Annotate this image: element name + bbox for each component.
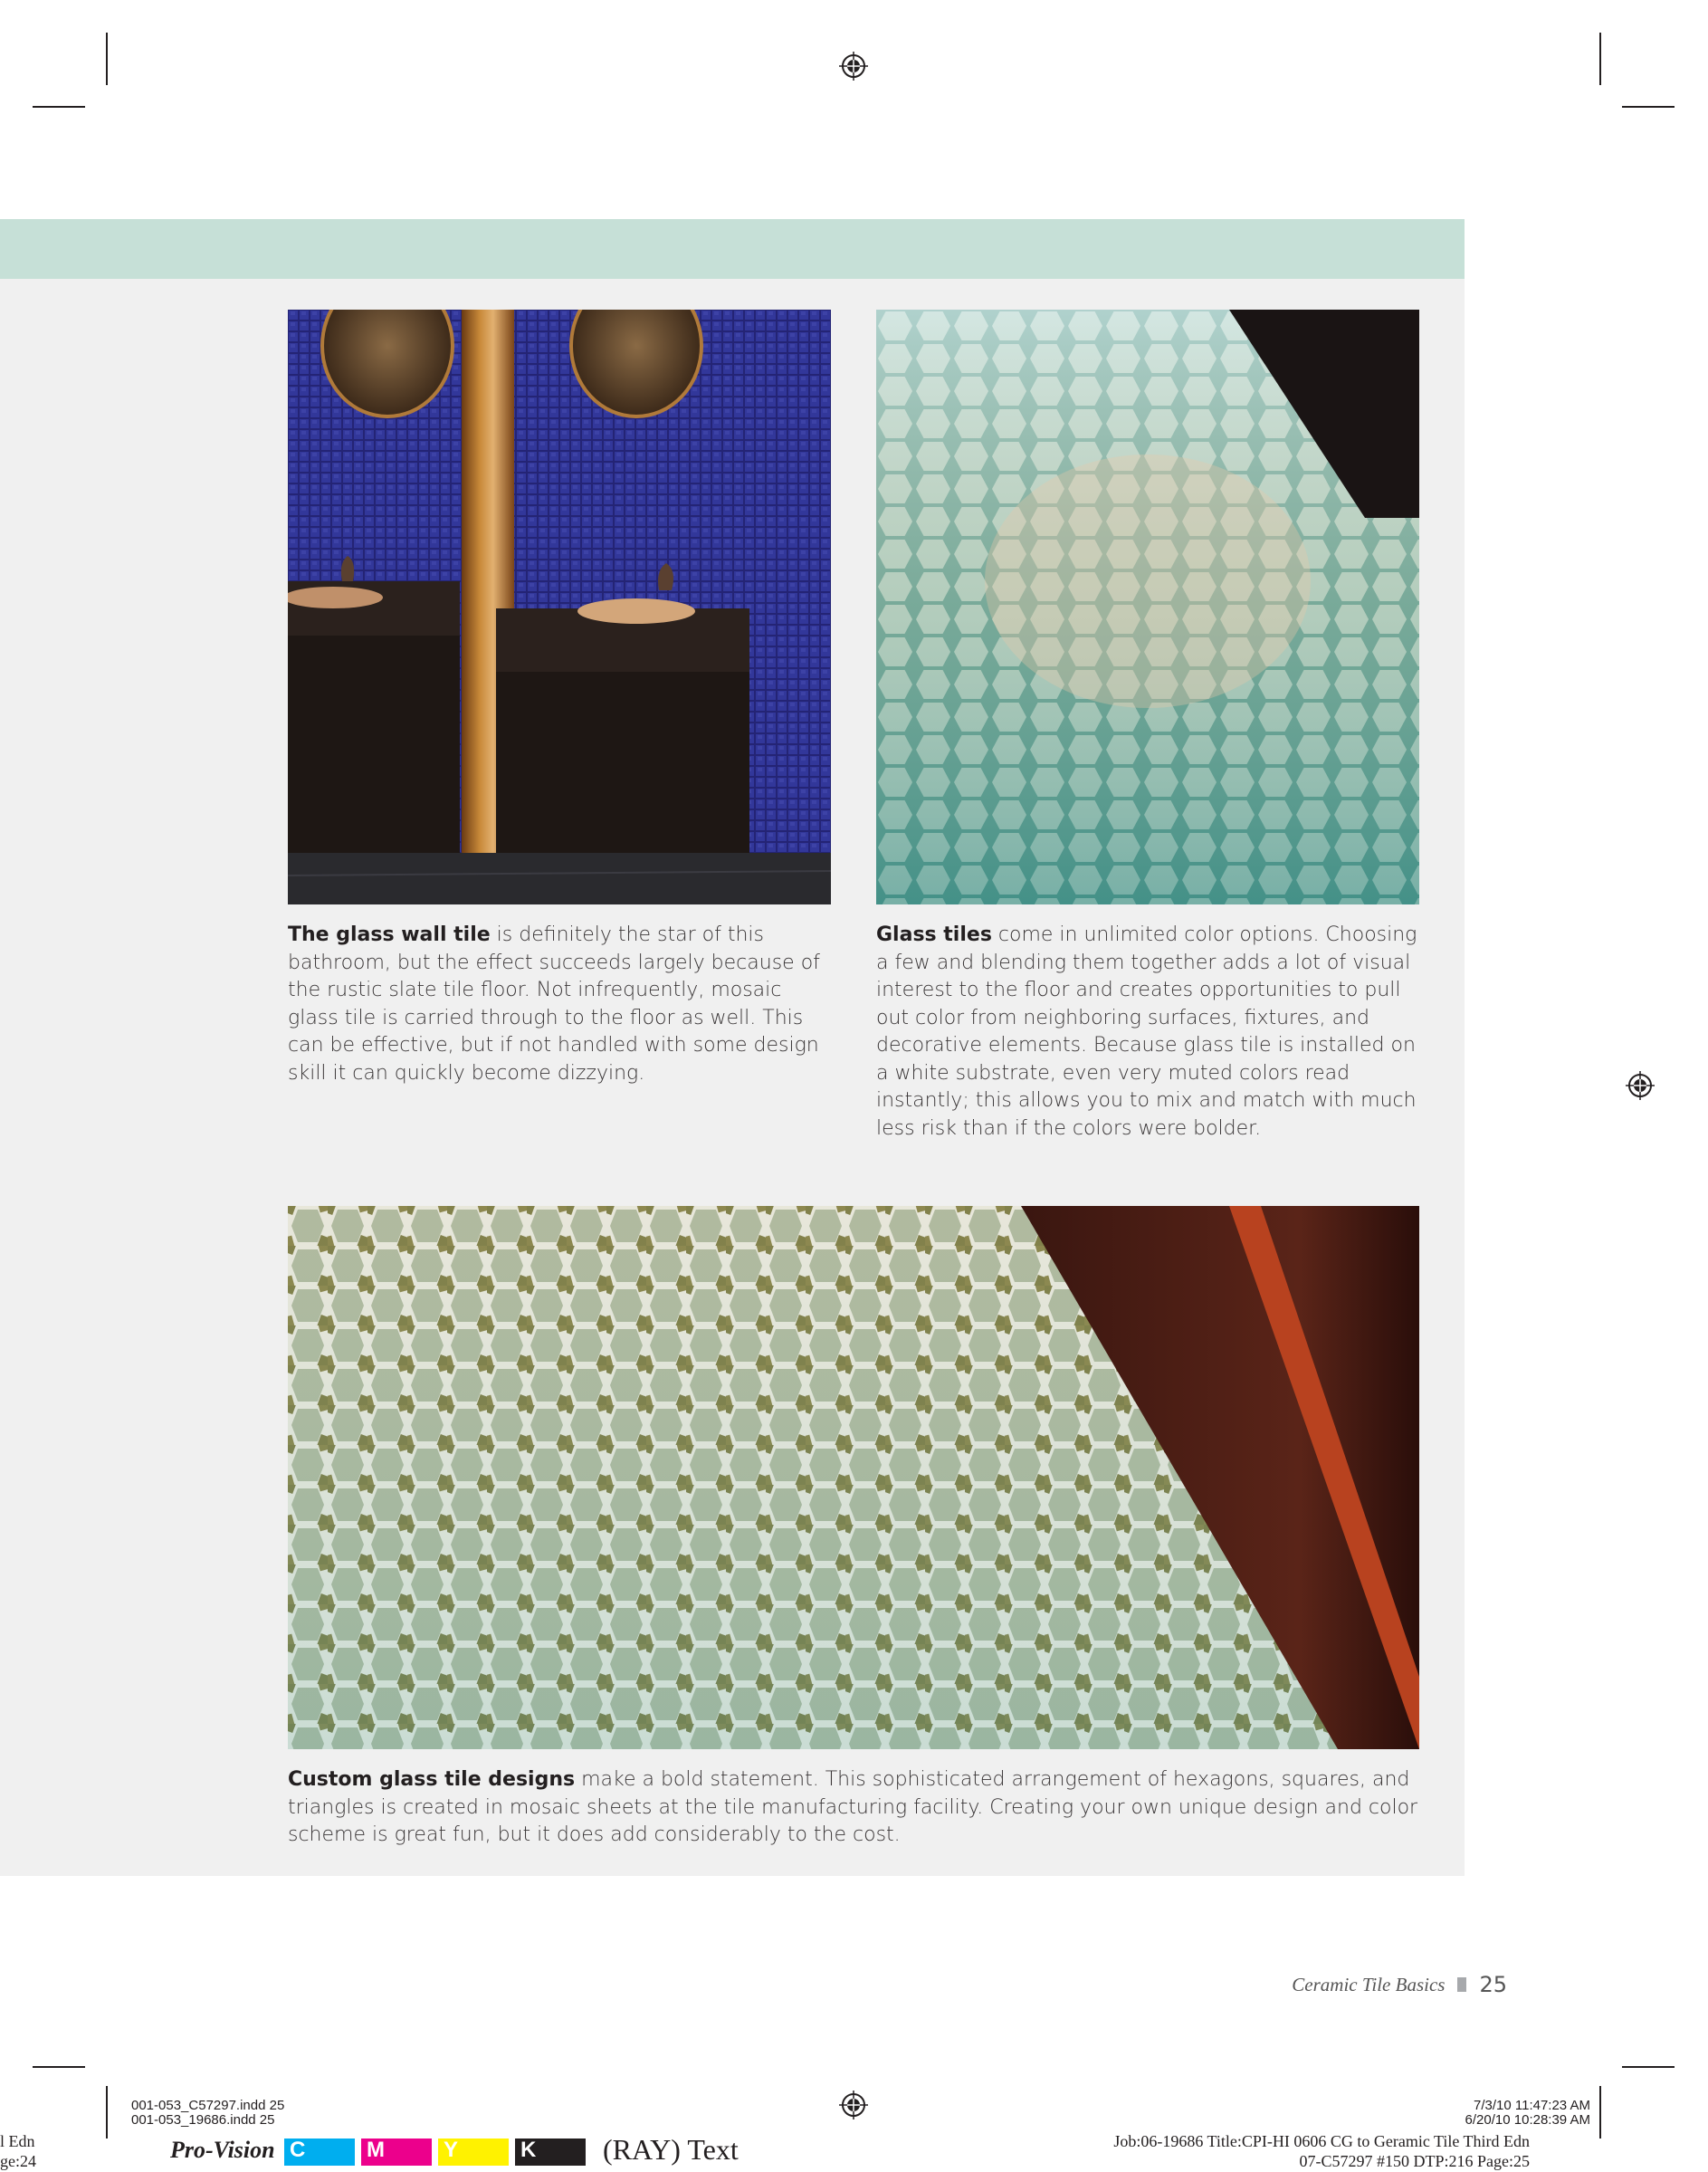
photo-bathroom-glass-wall-tile [288,310,831,904]
slug-date-info [1465,2099,1590,2128]
photo-custom-glass-tile-design [288,1206,1419,1749]
crop-mark-bottom-left-h [33,2066,85,2068]
slug-date-line-1: 7/3/10 11:47:23 AM [1474,2098,1590,2113]
crop-mark-bottom-right-v [1599,2086,1601,2139]
slug-job-info [1113,2131,1530,2171]
caption-bathroom-lead: The glass wall tile [288,923,491,946]
folio [1292,1972,1507,1997]
caption-hexagon-lead: Glass tiles [876,923,992,946]
provision-logo: Pro-Vision [170,2137,275,2163]
caption-bathroom-body: is definitely the star of this bathroom, but the effect succeeds largely because of the rustic slate tile floor. Not infrequently, mosaic glass tile is carried through to the floor as well. This can be effective, but if not handled with some design skill it can quickly become dizzying. [288,923,820,1085]
slug-date-line-2: 6/20/10 10:28:39 AM [1465,2112,1590,2128]
swatch-yellow: Y [438,2139,509,2166]
caption-hexagon-body: come in unlimited color options. Choosing a few and blending them together adds a lot of visual interest to the floor and creates opportunities to pull out color from neighboring surfaces, fixtures, and decorative elements. Because glass tile is installed on a white substrate, even very muted colors read instantly; this allows you to mix and match with much less risk than if the colors were bolder. [876,923,1417,1140]
registration-mark-bottom-icon [839,2091,868,2119]
swatch-black: K [515,2139,586,2166]
slug-left-cut-line-2: ge:24 [0,2152,36,2170]
slug-file-info [131,2099,284,2128]
slug-left-cut-line-1: l Edn [0,2132,35,2150]
slug-job-line-2: 07-C57297 #150 DTP:216 Page:25 [1299,2152,1530,2170]
registration-mark-right-icon [1626,1071,1655,1100]
swatch-magenta: M [361,2139,432,2166]
slug-file-line-1: 001-053_C57297.indd 25 [131,2098,285,2113]
page-number: 25 [1479,1972,1507,1997]
registration-mark-top-icon [839,52,868,81]
swatch-cyan: C [284,2139,355,2166]
caption-hexagon [876,922,1425,1143]
crop-mark-top-left-h [33,106,85,108]
folio-section-title: Ceramic Tile Basics [1292,1973,1446,1995]
crop-mark-top-right-v [1599,33,1601,85]
header-band [0,219,1465,279]
crop-mark-top-right-h [1622,106,1675,108]
crop-mark-bottom-left-v [106,2086,108,2139]
slug-ray-text: (RAY) Text [603,2133,739,2166]
folio-separator [1457,1977,1466,1992]
slug-left-cut [0,2131,36,2171]
caption-custom [288,1766,1428,1850]
caption-custom-body: make a bold statement. This sophisticated arrangement of hexagons, squares, and triangles is created in mosaic sheets at the tile manufacturing facility. Creating your own unique design and color scheme is great fun, but it does add considerably to the cost. [288,1768,1418,1846]
slug-job-line-1: Job:06-19686 Title:CPI-HI 0606 CG to Geramic Tile Third Edn [1113,2132,1530,2150]
crop-mark-top-left-v [106,33,108,85]
photo-hexagon-glass-tiles [876,310,1419,904]
crop-mark-bottom-right-h [1622,2066,1675,2068]
caption-bathroom [288,922,836,1087]
slug-file-line-2: 001-053_19686.indd 25 [131,2112,275,2128]
caption-custom-lead: Custom glass tile designs [288,1768,576,1791]
